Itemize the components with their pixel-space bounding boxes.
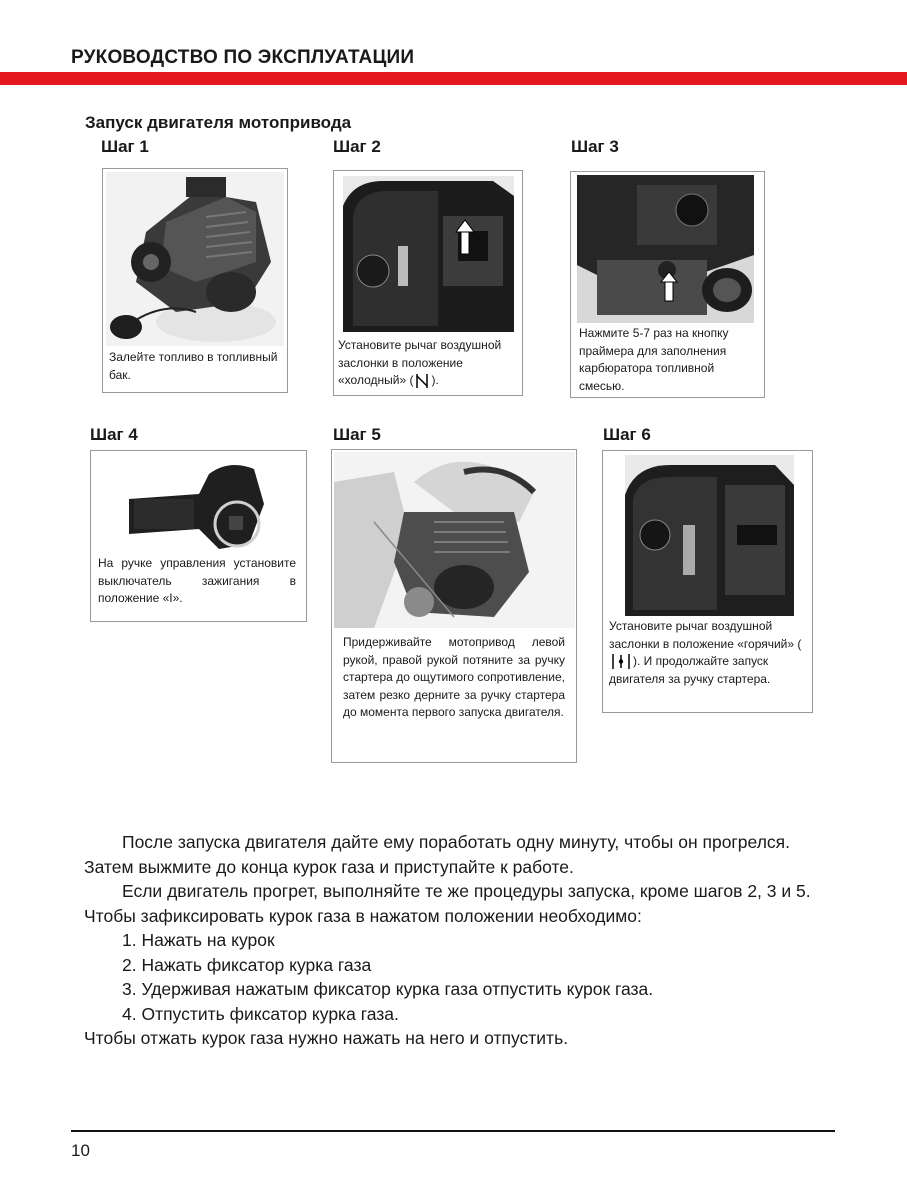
list-item-3: 3. Удерживая нажатым фиксатор курка газа отпустить курок газа. bbox=[122, 979, 654, 999]
primer-button-photo bbox=[577, 175, 754, 323]
step-6-caption-after: ). И продолжайте запуск двигателя за ручку стартера. bbox=[609, 654, 771, 686]
step-6-card bbox=[602, 450, 813, 713]
step-6-label: Шаг 6 bbox=[603, 425, 651, 444]
step-4-caption: На ручке управления установите выключатель зажигания в положение «I». bbox=[98, 556, 296, 605]
step-2-caption-after: ). bbox=[431, 373, 439, 387]
step-2-label: Шаг 2 bbox=[333, 137, 381, 156]
control-handle-illustration bbox=[129, 454, 270, 552]
choke-lever-illustration bbox=[343, 176, 514, 332]
primer-illustration bbox=[577, 175, 754, 323]
header-accent-bar bbox=[0, 72, 907, 85]
step-3-card bbox=[570, 171, 765, 398]
choke-hot-icon bbox=[610, 654, 632, 669]
choke-hot-position-photo bbox=[625, 455, 794, 616]
step-2-caption-before: Установите рычаг воздушной заслонки в положение «холодный» ( bbox=[338, 338, 502, 387]
section-title: Запуск двигателя мотопривода bbox=[85, 113, 352, 132]
step-4-card bbox=[90, 450, 307, 622]
choke-cold-icon bbox=[414, 374, 430, 388]
step-2-card bbox=[333, 170, 523, 396]
step-5-card bbox=[331, 449, 577, 763]
step-4-label: Шаг 4 bbox=[90, 425, 138, 444]
step-3-label: Шаг 3 bbox=[571, 137, 619, 156]
body-paragraph-3: Чтобы зафиксировать курок газа в нажатом положении необходимо: bbox=[84, 905, 642, 926]
choke-hot-illustration bbox=[625, 455, 794, 616]
body-paragraph-1: После запуска двигателя дайте ему поработать одну минуту, чтобы он прогрелся. Затем выжмите до конца курок газа и приступайте к работе. bbox=[84, 832, 790, 877]
engine-illustration bbox=[106, 172, 284, 346]
starter-pull-illustration bbox=[334, 452, 575, 628]
body-paragraph-4: Чтобы отжать курок газа нужно нажать на него и отпустить. bbox=[84, 1028, 569, 1048]
step-2-caption bbox=[338, 337, 522, 390]
body-text bbox=[84, 830, 828, 1051]
step-5-label: Шаг 5 bbox=[333, 425, 381, 444]
step-5-caption: Придерживайте мотопривод левой рукой, правой рукой потяните за ручку стартера до ощутимого сопротивление, затем резко дерните за ручку стартера до момента первого запуска двигателя. bbox=[343, 635, 565, 719]
step-1-label: Шаг 1 bbox=[101, 137, 149, 156]
list-item-4: 4. Отпустить фиксатор курка газа. bbox=[122, 1003, 399, 1024]
list-item-2: 2. Нажать фиксатор курка газа bbox=[122, 954, 372, 975]
choke-lever-photo bbox=[343, 176, 514, 332]
step-1-card bbox=[102, 168, 288, 393]
starter-pull-photo bbox=[334, 452, 575, 628]
step-1-caption: Залейте топливо в топливный бак. bbox=[109, 350, 278, 382]
list-item-1: 1. Нажать на курок bbox=[122, 930, 275, 950]
footer-divider bbox=[71, 1130, 835, 1132]
step-6-caption-before: Установите рычаг воздушной заслонки в положение «горячий» ( bbox=[609, 619, 802, 651]
body-paragraph-2: Если двигатель прогрет, выполняйте те же процедуры запуска, кроме шагов 2, 3 и 5. bbox=[122, 881, 811, 901]
control-handle-photo bbox=[129, 454, 270, 552]
page-number: 10 bbox=[71, 1141, 90, 1160]
step-6-caption bbox=[609, 618, 809, 688]
engine-fuel-tank-photo bbox=[106, 172, 284, 346]
step-3-caption: Нажмите 5-7 раз на кнопку праймера для заполнения карбюратора топливной смесью. bbox=[579, 326, 729, 393]
document-header-title: РУКОВОДСТВО ПО ЭКСПЛУАТАЦИИ bbox=[71, 47, 415, 68]
